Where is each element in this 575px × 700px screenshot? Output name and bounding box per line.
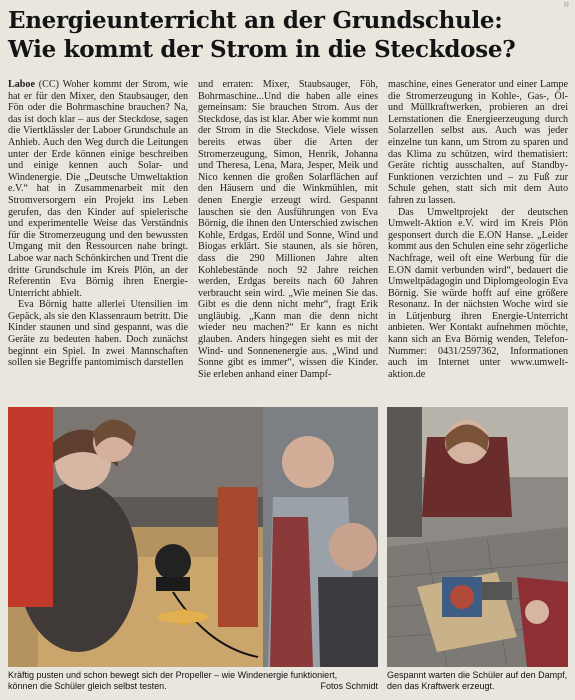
photo-wind-propeller (8, 407, 378, 667)
photo-credit: Fotos Schmidt (320, 681, 378, 691)
headline-line-2: Wie kommt der Strom in die Steckdose? (8, 36, 516, 63)
article-paragraph: Das Umweltprojekt der deutschen Umwelt-Aktion e.V. wird im Kreis Plön gesponsert durch die E.ON Hanse. „Leider kommt aus den Schulen eine sehr zögerliche Nachfrage, weil oft eine Werbung für die E.ON damit verbunden wird“, bedauert die Umweltpädagogin und Diplomgeologin Eva Börnig. Sie würde hofft auf eine größere Resonanz. In der nächsten Woche wird sie in Lütjenburg ihren Energie-Unterricht anbieten. Wer Kontakt aufnehmen möchte, kann sich an Eva Börnig wenden, Telefon-Nummer: 0431/2597362, Informationen auch im Internet unter www.umwelt-aktion.de (388, 206, 568, 380)
article-paragraph (8, 79, 188, 299)
photo-caption-left (8, 670, 378, 692)
headline (8, 6, 568, 64)
article-text: (CC) Woher kommt der Strom, wie hat er für den Mixer, den Staubsauger, den Fön oder die Bohrmaschine brauchen? Na, das ist doch klar – aus der Steckdose, sagen die Viertklässler der Laboer Grundschule an Anhieb. Auch den Weg durch die Leitungen unter der Erde können einige beschreiben und einige kennen auch Solar- und Windenergie. Die „Deutsche Umweltaktion e.V.“ hat in Zusammenarbeit mit den Stromversorgern ein Projekt ins Leben gerufen, das den Kinder auf spielerische und experimentelle Weise das Verständnis für die Stromerzeugung und den bewussten Umgang mit den Ressourcen nahe bringt. Laboe war nach Schönkirchen und Trent die dritte Grundschule im Kreis Plön, an der Referentin Eva Börnig ihren Energie-Unterricht abhielt. (8, 79, 188, 299)
article-column-2 (198, 79, 378, 405)
article-paragraph: und erraten: Mixer, Staubsauger, Föh, Bohrmaschine...Und die haben alle eines gemeinsam: Sie brauchen Strom. Aus der Steckdose, das ist klar. Aber wie kommt nun der Strom in die Steckdose. Viele wissen bereits etwas über die Arten der Stromerzeugung, Simon, Henrik, Johanna und Theresa, Lena, Mara, Jesper, Meik und Nico kennen die großen Solarflächen auf den Häusern und die Winkmühlen, mit denen Energie erzeugt wird. Gespannt lauschen sie den Ausführungen von Eva Börnig, die ihnen den Unterschied zwischen Kohle, Erdgas, Erdöl und Sonne, Wind und Biogas erklärt. Sie staunen, als sie hören, dass die 290 Millionen Jahre alten Kohlebestände noch 92 Jahre reichen werden, Erdgas bereits nach 60 Jahren verbraucht sein wird. „Wie meinen Sie das. Gibt es die denn nicht mehr“, fragt Erik ungläubig. „Kann man die denn nicht wieder neu machen?“ Er kann es nicht glauben. Anders hingegen sieht es mit der Wind- und Sonnenenergie aus. „Wind und Sonne gibt es immer“, wissen die Kinder. Sie erleben anhand einer Dampf- (198, 79, 378, 380)
article-column-1 (8, 79, 188, 405)
photo-caption-right: Gespannt warten die Schüler auf den Dampf, den das Kraftwerk erzeugt. (387, 670, 568, 691)
photo-steam-engine-image (387, 407, 568, 667)
article-paragraph: maschine, eines Generator und einer Lampe die Stromerzeugung in Kohle-, Gas-, Öl- und Müllkraftwerken, probieren an drei Lernstationen die Energieerzeugung durch Solarzellen selbst aus. Auch was jeder einzelne tun kann, um Strom zu sparen und das Klima zu schützen, wird thematisiert: Geräte richtig ausschalten, auf Standby-Funktionen verzichten und – zu Fuß zur Schule gehen, statt sich mit dem Auto fahren zu lassen. (388, 79, 568, 206)
headline-line-1: Energieunterricht an der Grundschule: (8, 7, 503, 34)
dateline: Laboe (8, 79, 35, 90)
photo-steam-engine (387, 407, 568, 667)
photo-caption-line-2: können die Schüler gleich selbst testen. (8, 681, 167, 691)
photo-caption-line-1: Kräftig pusten und schon bewegt sich der Propeller – wie Windenergie funktioniert, (8, 670, 338, 680)
article-column-3 (388, 79, 568, 405)
article-paragraph: Eva Börnig hatte allerlei Utensilien im Gepäck, als sie den Klassenraum betritt. Die Kinder staunen und sind gespannt, was die Geräte zu bedeuten haben. Doch zunächst beginnt ein Spiel. In zwei Mannschaften sollen sie Begriffe pantomimisch darstellen (8, 299, 188, 369)
photo-wind-propeller-image (8, 407, 378, 667)
corner-mark: R (563, 2, 569, 9)
